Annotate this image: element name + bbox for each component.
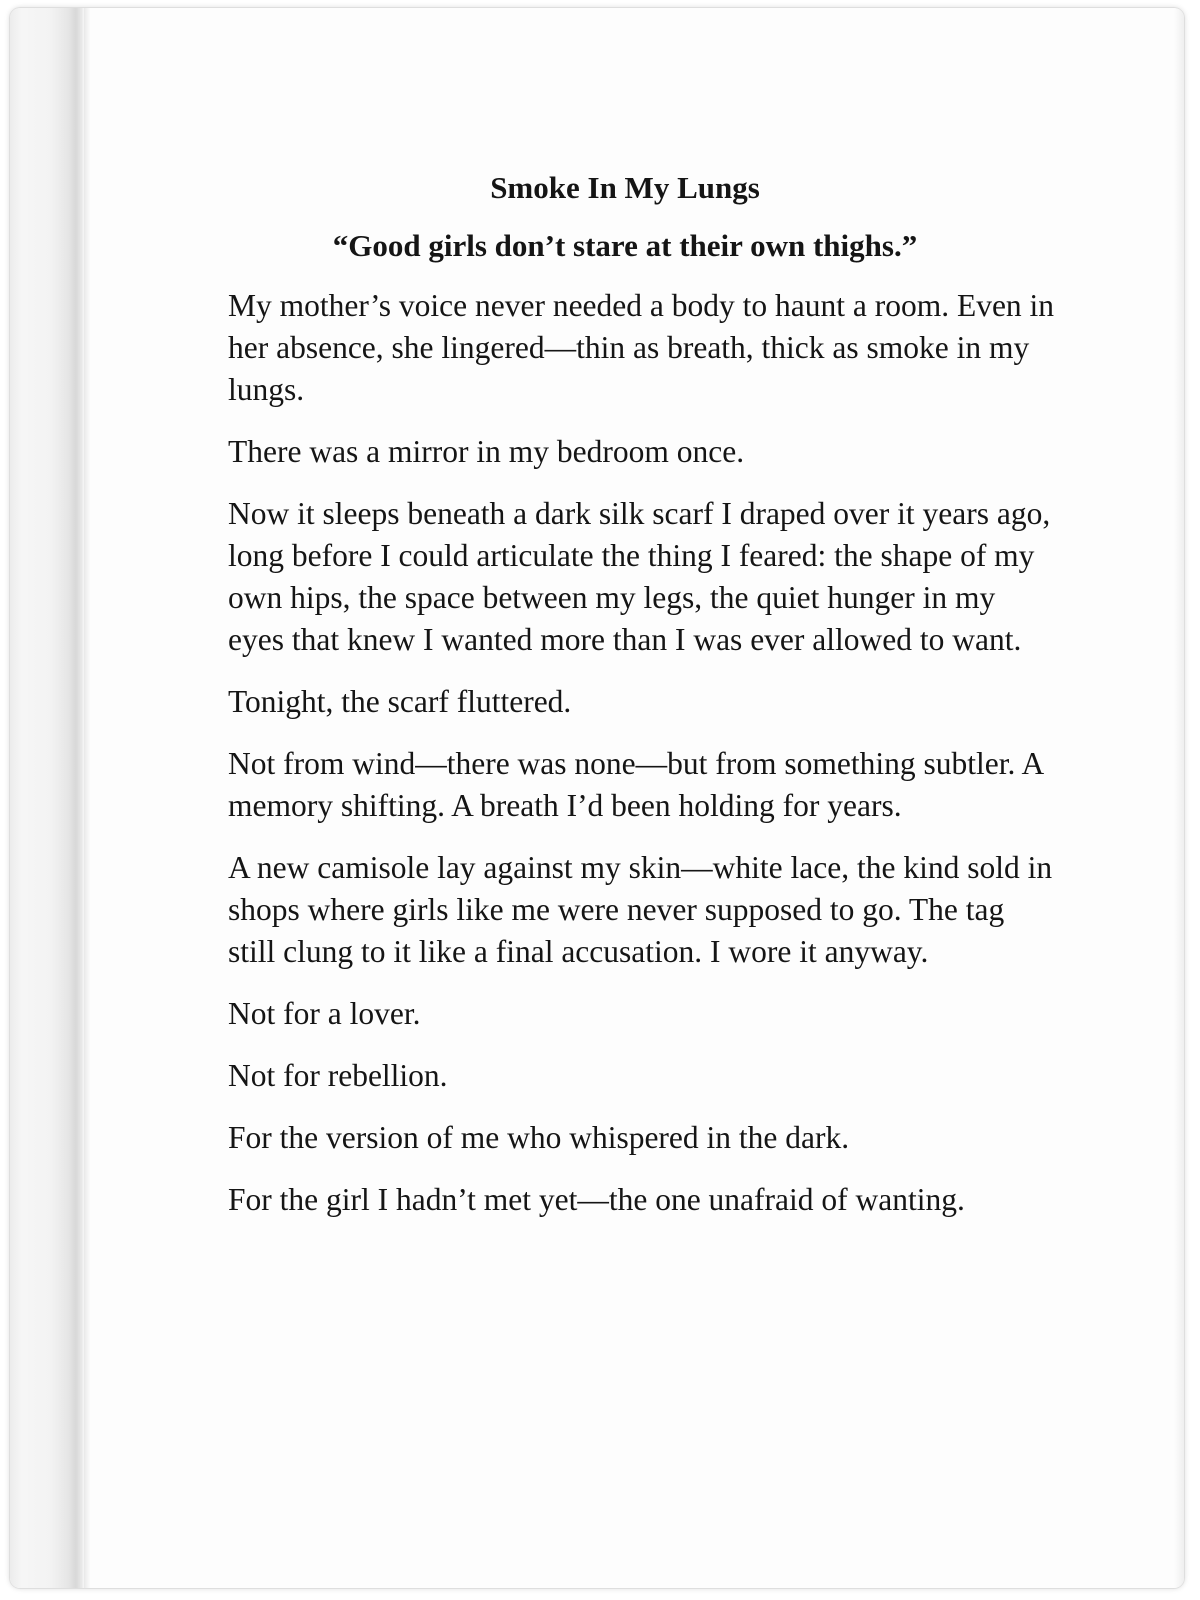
paragraph: Now it sleeps beneath a dark silk scarf I draped over it years ago, long before I could articulate the thing I feared: the shape of my own hips, the space between my legs, the quiet hunger in my eyes that knew I wanted more than I was ever allowed to want. <box>228 496 1051 657</box>
paragraph: Not from wind—there was none—but from something subtler. A memory shifting. A breath I’d been holding for years. <box>228 746 1043 823</box>
epigraph: “Good girls don’t stare at their own thighs.” <box>332 228 918 263</box>
paragraph: Tonight, the scarf fluttered. <box>228 684 572 719</box>
paragraph: A new camisole lay against my skin—white lace, the kind sold in shops where girls like me were never supposed to go. The tag still clung to it like a final accusation. I wore it anyway. <box>228 850 1053 969</box>
paragraph: For the version of me who whispered in the dark. <box>228 1120 850 1155</box>
spine-edge <box>84 8 90 1588</box>
chapter-text <box>228 168 1058 1241</box>
chapter-title: Smoke In My Lungs <box>490 170 760 205</box>
paragraph: Not for rebellion. <box>228 1058 448 1093</box>
book-page <box>10 8 1184 1588</box>
paragraph: For the girl I hadn’t met yet—the one unafraid of wanting. <box>228 1182 965 1217</box>
paragraph: Not for a lover. <box>228 996 421 1031</box>
paragraph: There was a mirror in my bedroom once. <box>228 434 745 469</box>
paragraph: My mother’s voice never needed a body to haunt a room. Even in her absence, she lingered—thin as breath, thick as smoke in my lungs. <box>228 288 1055 407</box>
book-spine <box>10 8 84 1588</box>
page-edge <box>1174 8 1184 1588</box>
